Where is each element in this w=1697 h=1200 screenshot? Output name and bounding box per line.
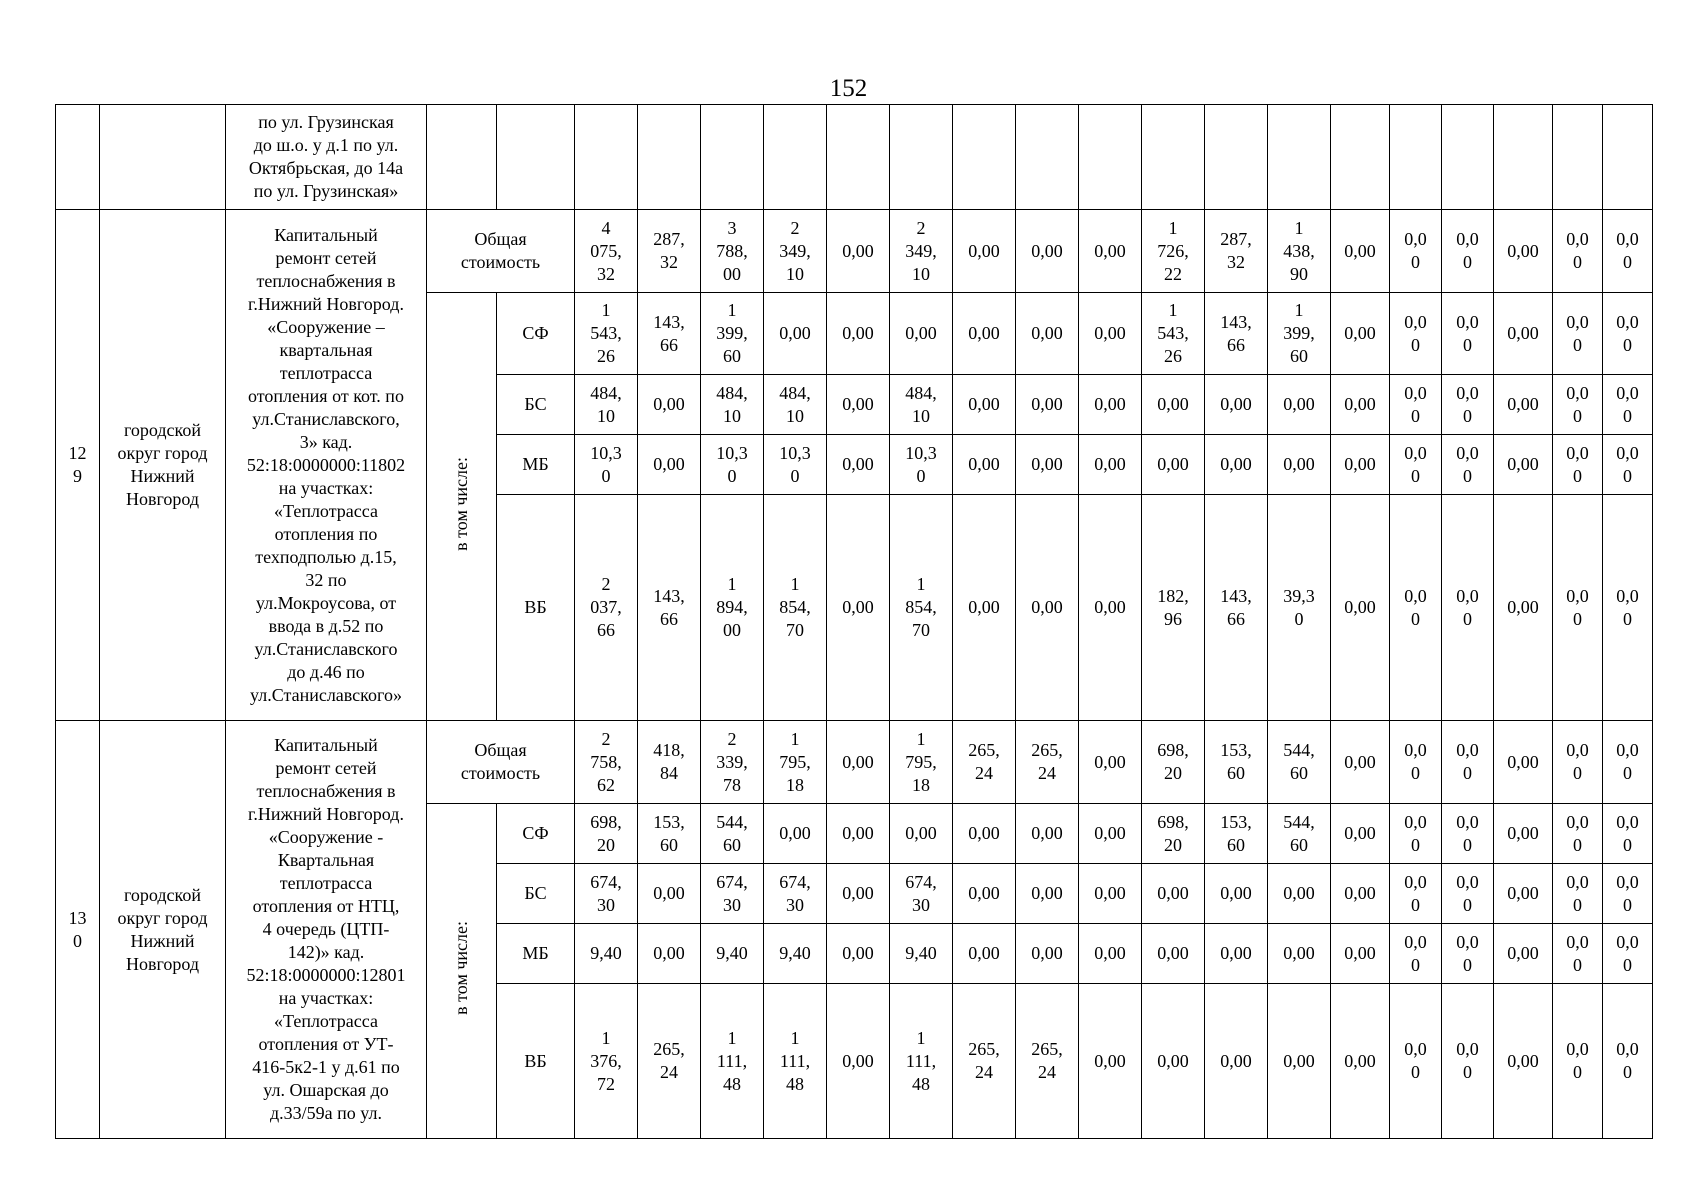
value-cell: 9,40 xyxy=(764,924,827,984)
value-cell: 0,0 0 xyxy=(1390,210,1442,293)
value-cell: 265, 24 xyxy=(1016,721,1079,804)
value-cell: 0,0 0 xyxy=(1390,495,1442,721)
empty-cell xyxy=(1142,105,1205,210)
value-cell: 0,00 xyxy=(1494,375,1553,435)
value-cell: 10,3 0 xyxy=(701,435,764,495)
empty-cell xyxy=(1390,105,1442,210)
value-cell: 1 543, 26 xyxy=(575,293,638,375)
value-cell: 0,00 xyxy=(1331,864,1390,924)
value-cell: 0,00 xyxy=(1494,984,1553,1139)
value-cell: 39,3 0 xyxy=(1268,495,1331,721)
entry-number: 13 0 xyxy=(56,721,100,1139)
value-cell: 1 111, 48 xyxy=(701,984,764,1139)
value-cell: 0,0 0 xyxy=(1553,375,1603,435)
value-cell: 0,0 0 xyxy=(1442,864,1494,924)
value-cell: 0,0 0 xyxy=(1390,864,1442,924)
value-cell: 182, 96 xyxy=(1142,495,1205,721)
value-cell: 0,00 xyxy=(638,435,701,495)
value-cell: 0,00 xyxy=(1079,375,1142,435)
value-cell: 1 795, 18 xyxy=(764,721,827,804)
value-cell: 0,0 0 xyxy=(1442,984,1494,1139)
value-cell: 0,00 xyxy=(1331,924,1390,984)
value-cell: 0,0 0 xyxy=(1553,435,1603,495)
value-cell: 0,0 0 xyxy=(1603,864,1653,924)
value-cell: 0,0 0 xyxy=(1553,984,1603,1139)
value-cell: 0,0 0 xyxy=(1442,210,1494,293)
value-cell: 153, 60 xyxy=(1205,721,1268,804)
value-cell: 2 758, 62 xyxy=(575,721,638,804)
value-cell: 0,0 0 xyxy=(1390,375,1442,435)
value-cell: 0,00 xyxy=(1494,495,1553,721)
value-cell: 484, 10 xyxy=(575,375,638,435)
empty-cell xyxy=(1331,105,1390,210)
value-cell: 0,00 xyxy=(1142,924,1205,984)
value-cell: 0,00 xyxy=(638,375,701,435)
value-cell: 0,00 xyxy=(1016,864,1079,924)
value-cell: 1 111, 48 xyxy=(890,984,953,1139)
value-cell: 0,0 0 xyxy=(1442,721,1494,804)
value-cell: 1 726, 22 xyxy=(1142,210,1205,293)
value-cell: 0,00 xyxy=(638,924,701,984)
funding-source: СФ xyxy=(497,804,575,864)
value-cell: 0,00 xyxy=(1494,721,1553,804)
value-cell: 1 438, 90 xyxy=(1268,210,1331,293)
value-cell: 1 543, 26 xyxy=(1142,293,1205,375)
value-cell: 1 894, 00 xyxy=(701,495,764,721)
value-cell: 0,0 0 xyxy=(1390,804,1442,864)
value-cell: 0,00 xyxy=(827,721,890,804)
empty-cell xyxy=(427,105,497,210)
value-cell: 1 376, 72 xyxy=(575,984,638,1139)
value-cell: 0,00 xyxy=(1331,210,1390,293)
value-cell: 1 399, 60 xyxy=(701,293,764,375)
value-cell: 0,00 xyxy=(1079,864,1142,924)
funding-source: ВБ xyxy=(497,984,575,1139)
value-cell: 2 339, 78 xyxy=(701,721,764,804)
value-cell: 143, 66 xyxy=(1205,495,1268,721)
value-cell: 0,00 xyxy=(953,293,1016,375)
sublabel-cell xyxy=(427,804,497,1139)
value-cell: 10,3 0 xyxy=(890,435,953,495)
value-cell: 0,00 xyxy=(1142,864,1205,924)
sublabel-text: в том числе: xyxy=(451,456,471,551)
num-cell xyxy=(56,105,100,210)
value-cell: 0,0 0 xyxy=(1390,435,1442,495)
value-cell: 0,00 xyxy=(1079,293,1142,375)
value-cell: 0,00 xyxy=(1142,375,1205,435)
value-cell: 698, 20 xyxy=(575,804,638,864)
value-cell: 0,0 0 xyxy=(1603,435,1653,495)
value-cell: 0,00 xyxy=(953,864,1016,924)
value-cell: 0,00 xyxy=(1079,924,1142,984)
total-label: Общая стоимость xyxy=(427,721,575,804)
value-cell: 0,00 xyxy=(1142,984,1205,1139)
value-cell: 674, 30 xyxy=(575,864,638,924)
value-cell: 0,00 xyxy=(1205,984,1268,1139)
funding-source: БС xyxy=(497,864,575,924)
empty-cell xyxy=(1603,105,1653,210)
value-cell: 0,0 0 xyxy=(1553,210,1603,293)
value-cell: 265, 24 xyxy=(953,984,1016,1139)
value-cell: 0,00 xyxy=(1494,210,1553,293)
empty-cell xyxy=(1494,105,1553,210)
value-cell: 0,0 0 xyxy=(1442,924,1494,984)
empty-cell xyxy=(638,105,701,210)
value-cell: 0,00 xyxy=(1016,375,1079,435)
value-cell: 0,00 xyxy=(1142,435,1205,495)
value-cell: 544, 60 xyxy=(701,804,764,864)
value-cell: 153, 60 xyxy=(638,804,701,864)
value-cell: 698, 20 xyxy=(1142,721,1205,804)
value-cell: 0,00 xyxy=(827,293,890,375)
value-cell: 0,0 0 xyxy=(1553,864,1603,924)
page-number: 152 xyxy=(829,75,868,102)
value-cell: 0,00 xyxy=(1494,293,1553,375)
empty-cell xyxy=(827,105,890,210)
value-cell: 0,00 xyxy=(764,804,827,864)
value-cell: 9,40 xyxy=(890,924,953,984)
empty-cell xyxy=(1442,105,1494,210)
value-cell: 484, 10 xyxy=(701,375,764,435)
entry-total-row xyxy=(56,721,1653,804)
value-cell: 2 037, 66 xyxy=(575,495,638,721)
value-cell: 0,0 0 xyxy=(1553,721,1603,804)
sublabel-cell xyxy=(427,293,497,721)
value-cell: 0,00 xyxy=(1016,293,1079,375)
total-label: Общая стоимость xyxy=(427,210,575,293)
value-cell: 674, 30 xyxy=(764,864,827,924)
object-description: Капитальный ремонт сетей теплоснабжения в г.Нижний Новгород. «Сооружение – квартальная теплотрасса отопления от кот. по ул.Станиславского, 3» кад. 52:18:0000000:11802 на участках: «Теплотрасса отопления по техподполью д.15, 32 по ул.Мокроусова, от ввода в д.52 по ул.Станиславского до д.46 по ул.Станиславского» xyxy=(226,210,427,721)
continuation-row xyxy=(56,105,1653,210)
value-cell: 0,00 xyxy=(827,984,890,1139)
value-cell: 265, 24 xyxy=(1016,984,1079,1139)
value-cell: 0,0 0 xyxy=(1603,375,1653,435)
value-cell: 0,00 xyxy=(1494,435,1553,495)
entry-total-row xyxy=(56,210,1653,293)
value-cell: 0,0 0 xyxy=(1603,210,1653,293)
value-cell: 0,00 xyxy=(953,495,1016,721)
value-cell: 0,0 0 xyxy=(1553,924,1603,984)
value-cell: 0,0 0 xyxy=(1442,804,1494,864)
value-cell: 0,00 xyxy=(1331,495,1390,721)
description-cell: по ул. Грузинская до ш.о. у д.1 по ул. Октябрьская, до 14а по ул. Грузинская» xyxy=(226,105,427,210)
value-cell: 0,00 xyxy=(890,804,953,864)
value-cell: 0,00 xyxy=(953,804,1016,864)
value-cell: 0,00 xyxy=(827,210,890,293)
value-cell: 2 349, 10 xyxy=(890,210,953,293)
value-cell: 0,0 0 xyxy=(1553,495,1603,721)
value-cell: 0,0 0 xyxy=(1553,293,1603,375)
empty-cell xyxy=(890,105,953,210)
value-cell: 0,00 xyxy=(827,804,890,864)
value-cell: 0,00 xyxy=(1079,984,1142,1139)
value-cell: 0,0 0 xyxy=(1603,495,1653,721)
value-cell: 544, 60 xyxy=(1268,804,1331,864)
value-cell: 3 788, 00 xyxy=(701,210,764,293)
value-cell: 143, 66 xyxy=(638,293,701,375)
value-cell: 0,0 0 xyxy=(1442,435,1494,495)
value-cell: 698, 20 xyxy=(1142,804,1205,864)
value-cell: 1 854, 70 xyxy=(890,495,953,721)
value-cell: 0,00 xyxy=(1331,984,1390,1139)
value-cell: 0,00 xyxy=(1205,924,1268,984)
value-cell: 1 854, 70 xyxy=(764,495,827,721)
value-cell: 0,0 0 xyxy=(1390,924,1442,984)
empty-cell xyxy=(1268,105,1331,210)
value-cell: 0,0 0 xyxy=(1603,293,1653,375)
value-cell: 0,00 xyxy=(1079,721,1142,804)
value-cell: 0,00 xyxy=(1331,435,1390,495)
value-cell: 143, 66 xyxy=(638,495,701,721)
empty-cell xyxy=(575,105,638,210)
funding-source: ВБ xyxy=(497,495,575,721)
empty-cell xyxy=(1205,105,1268,210)
value-cell: 0,0 0 xyxy=(1603,804,1653,864)
value-cell: 0,0 0 xyxy=(1553,804,1603,864)
value-cell: 0,00 xyxy=(827,495,890,721)
municipality-cell xyxy=(100,105,226,210)
value-cell: 0,00 xyxy=(1331,804,1390,864)
value-cell: 0,0 0 xyxy=(1603,721,1653,804)
value-cell: 10,3 0 xyxy=(575,435,638,495)
value-cell: 0,00 xyxy=(1494,804,1553,864)
value-cell: 0,00 xyxy=(1331,293,1390,375)
funding-source: МБ xyxy=(497,435,575,495)
sublabel-text: в том числе: xyxy=(451,921,471,1015)
value-cell: 484, 10 xyxy=(764,375,827,435)
value-cell: 0,00 xyxy=(1079,435,1142,495)
value-cell: 0,00 xyxy=(1016,924,1079,984)
value-cell: 0,00 xyxy=(638,864,701,924)
value-cell: 10,3 0 xyxy=(764,435,827,495)
value-cell: 0,0 0 xyxy=(1603,924,1653,984)
value-cell: 0,00 xyxy=(1079,495,1142,721)
value-cell: 0,0 0 xyxy=(1603,984,1653,1139)
value-cell: 0,00 xyxy=(827,435,890,495)
empty-cell xyxy=(497,105,575,210)
value-cell: 0,00 xyxy=(1331,721,1390,804)
value-cell: 1 399, 60 xyxy=(1268,293,1331,375)
value-cell: 0,00 xyxy=(827,864,890,924)
value-cell: 0,00 xyxy=(1268,435,1331,495)
value-cell: 0,0 0 xyxy=(1390,721,1442,804)
municipality: городской округ город Нижний Новгород xyxy=(100,721,226,1139)
value-cell: 2 349, 10 xyxy=(764,210,827,293)
value-cell: 0,0 0 xyxy=(1442,375,1494,435)
value-cell: 0,00 xyxy=(890,293,953,375)
value-cell: 0,0 0 xyxy=(1442,495,1494,721)
value-cell: 0,00 xyxy=(1494,924,1553,984)
municipality: городской округ город Нижний Новгород xyxy=(100,210,226,721)
funding-source: МБ xyxy=(497,924,575,984)
value-cell: 0,00 xyxy=(953,210,1016,293)
value-cell: 0,0 0 xyxy=(1390,293,1442,375)
value-cell: 1 111, 48 xyxy=(764,984,827,1139)
value-cell: 674, 30 xyxy=(701,864,764,924)
value-cell: 0,00 xyxy=(1268,924,1331,984)
value-cell: 0,00 xyxy=(1079,804,1142,864)
value-cell: 0,00 xyxy=(1016,210,1079,293)
value-cell: 0,00 xyxy=(1079,210,1142,293)
empty-cell xyxy=(764,105,827,210)
value-cell: 0,00 xyxy=(1016,435,1079,495)
value-cell: 0,00 xyxy=(953,924,1016,984)
empty-cell xyxy=(1553,105,1603,210)
value-cell: 0,0 0 xyxy=(1390,984,1442,1139)
value-cell: 0,00 xyxy=(1205,864,1268,924)
value-cell: 484, 10 xyxy=(890,375,953,435)
value-cell: 287, 32 xyxy=(638,210,701,293)
value-cell: 0,00 xyxy=(1016,495,1079,721)
empty-cell xyxy=(953,105,1016,210)
value-cell: 0,00 xyxy=(953,435,1016,495)
object-description: Капитальный ремонт сетей теплоснабжения в г.Нижний Новгород. «Сооружение - Квартальная теплотрасса отопления от НТЦ, 4 очередь (ЦТП- 142)» кад. 52:18:0000000:12801 на участках: «Теплотрасса отопления от УТ- 416-5к2-1 у д.61 по ул. Ошарская до д.33/59а по ул. xyxy=(226,721,427,1139)
value-cell: 418, 84 xyxy=(638,721,701,804)
value-cell: 0,00 xyxy=(1268,864,1331,924)
value-cell: 0,00 xyxy=(1205,435,1268,495)
value-cell: 265, 24 xyxy=(953,721,1016,804)
value-cell: 0,0 0 xyxy=(1442,293,1494,375)
value-cell: 153, 60 xyxy=(1205,804,1268,864)
value-cell: 0,00 xyxy=(1494,864,1553,924)
entry-number: 12 9 xyxy=(56,210,100,721)
value-cell: 0,00 xyxy=(827,924,890,984)
value-cell: 0,00 xyxy=(1331,375,1390,435)
value-cell: 0,00 xyxy=(1268,375,1331,435)
budget-table xyxy=(55,104,1653,1139)
value-cell: 1 795, 18 xyxy=(890,721,953,804)
funding-source: БС xyxy=(497,375,575,435)
empty-cell xyxy=(1016,105,1079,210)
value-cell: 4 075, 32 xyxy=(575,210,638,293)
value-cell: 9,40 xyxy=(575,924,638,984)
value-cell: 0,00 xyxy=(1205,375,1268,435)
funding-source: СФ xyxy=(497,293,575,375)
value-cell: 0,00 xyxy=(764,293,827,375)
value-cell: 9,40 xyxy=(701,924,764,984)
value-cell: 674, 30 xyxy=(890,864,953,924)
value-cell: 143, 66 xyxy=(1205,293,1268,375)
value-cell: 0,00 xyxy=(827,375,890,435)
value-cell: 265, 24 xyxy=(638,984,701,1139)
value-cell: 0,00 xyxy=(1268,984,1331,1139)
value-cell: 287, 32 xyxy=(1205,210,1268,293)
empty-cell xyxy=(701,105,764,210)
value-cell: 0,00 xyxy=(1016,804,1079,864)
value-cell: 544, 60 xyxy=(1268,721,1331,804)
value-cell: 0,00 xyxy=(953,375,1016,435)
empty-cell xyxy=(1079,105,1142,210)
